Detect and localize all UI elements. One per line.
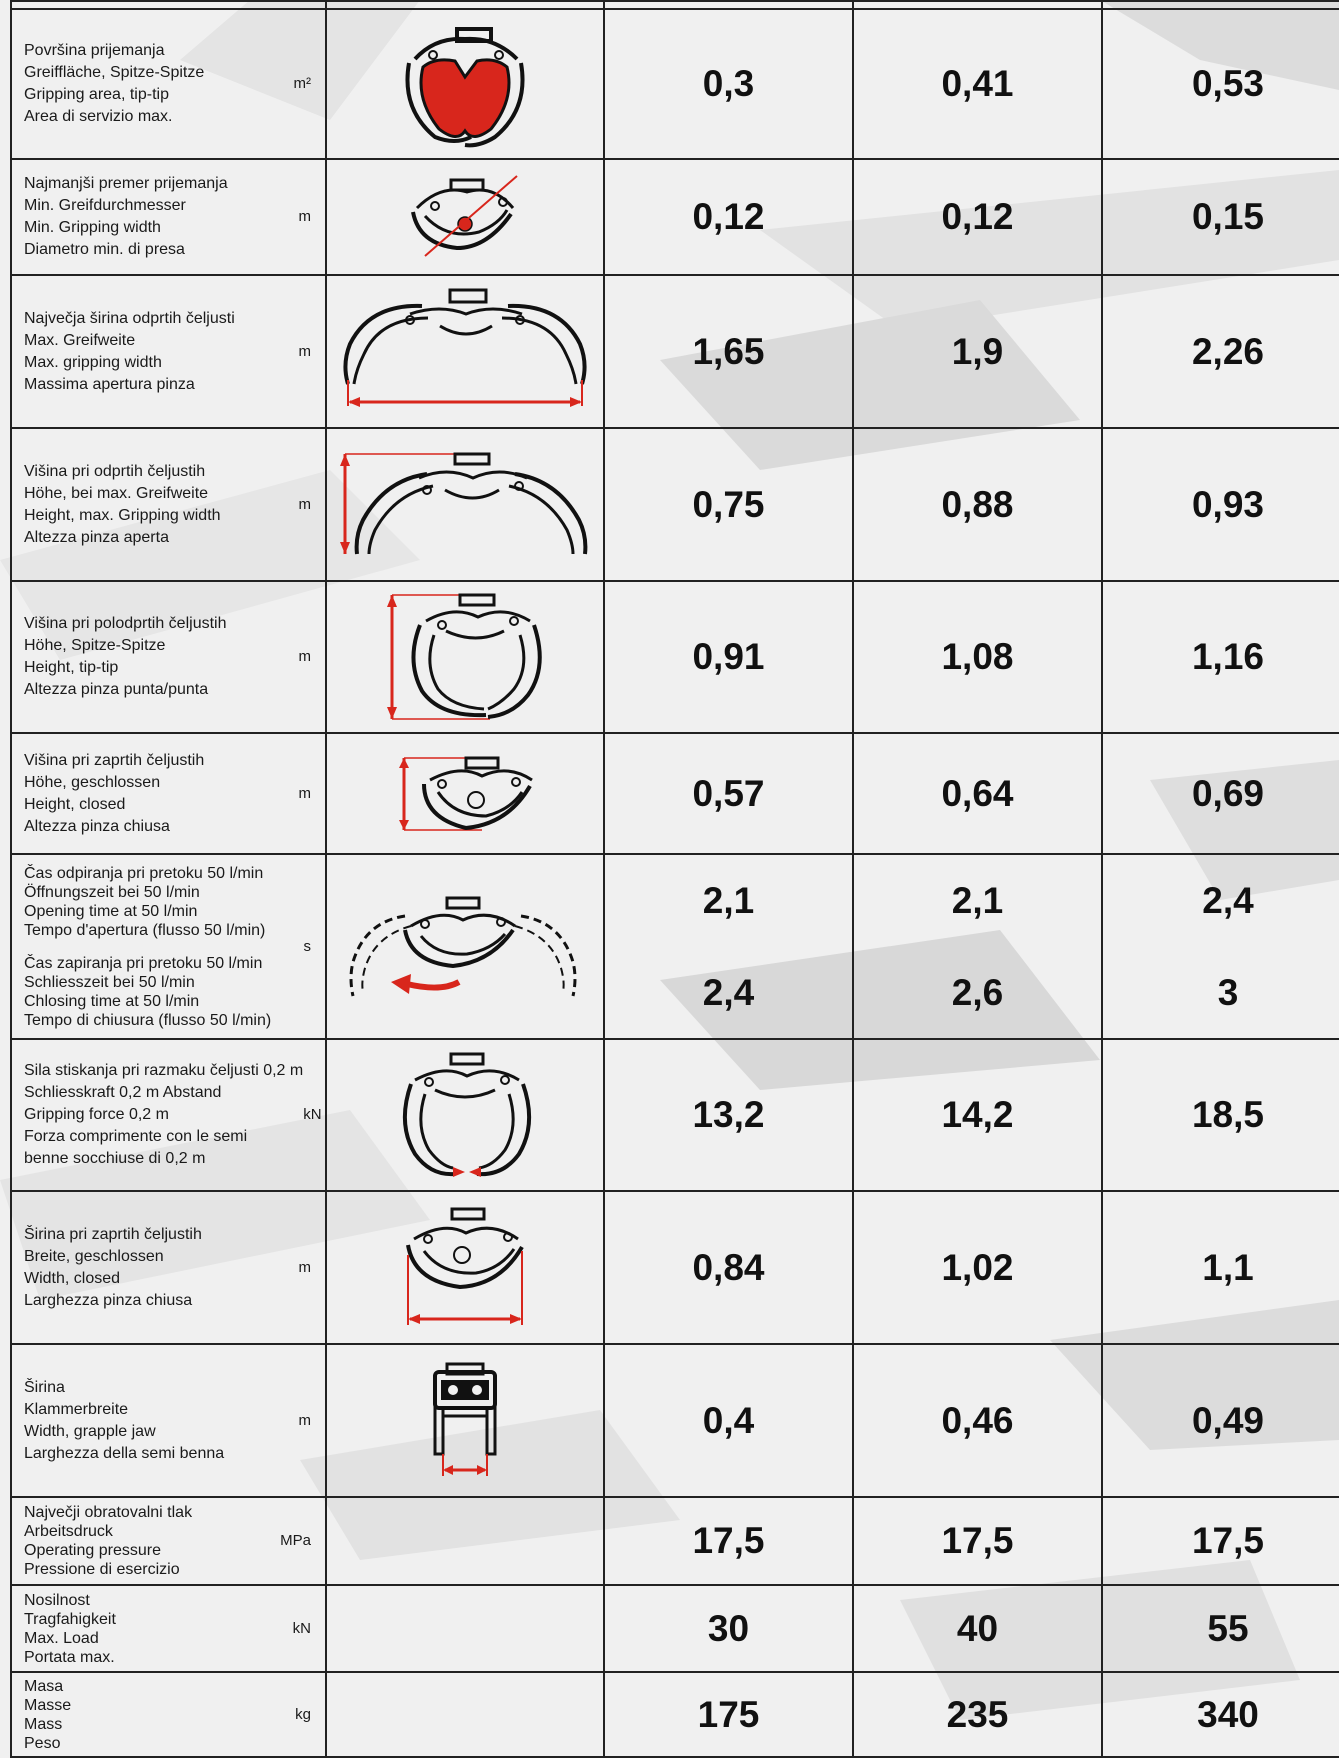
label-line: Altezza pinza punta/punta (24, 681, 209, 698)
label-line: Width, closed (24, 1269, 121, 1287)
label-line: Največji obratovalni tlak (24, 1504, 193, 1521)
table-row-max-load (11, 1585, 1339, 1672)
label-line: Gripping force 0,2 m (24, 1106, 169, 1123)
label-line: Opening time at 50 l/min (24, 902, 198, 920)
value-cell: 17,5 (1102, 1497, 1339, 1585)
label-line: Diametro min. di presa (24, 241, 185, 258)
grapple-half-open-height-icon (380, 591, 550, 723)
value-cell: 340 (1102, 1672, 1339, 1757)
unit-label: m (298, 495, 311, 513)
label-line: Pressione di esercizio (24, 1561, 180, 1578)
value-cell: 3 (1217, 971, 1239, 1013)
table-row-open-height (11, 428, 1339, 581)
value-cell: 1,08 (853, 581, 1102, 733)
table-row-min-diameter (11, 159, 1339, 275)
value-cell: 18,5 (1102, 1039, 1339, 1191)
value-cell: 30 (604, 1585, 853, 1672)
value-cell: 2,4 (702, 971, 755, 1013)
label-line: Čas zapiranja pri pretoku 50 l/min (24, 954, 263, 972)
value-cell: 0,93 (1102, 428, 1339, 581)
grapple-gripping-area-icon (395, 19, 535, 149)
unit-label: kg (295, 1705, 311, 1723)
value-cell: 0,15 (1102, 159, 1339, 275)
unit-label: m (298, 1411, 311, 1429)
label-line: Greiffläche, Spitze-Spitze (24, 64, 205, 81)
label-line: Največja širina odprtih čeljusti (24, 309, 235, 327)
table-row-half-open-height (11, 581, 1339, 733)
value-cell: 0,84 (604, 1191, 853, 1344)
label-line: Arbeitsdruck (24, 1523, 113, 1540)
label-line: Height, max. Gripping width (24, 506, 221, 524)
table-row-operating-pressure (11, 1497, 1339, 1585)
label-line: Tragfahigkeit (24, 1610, 116, 1628)
value-cell: 1,02 (853, 1191, 1102, 1344)
value-cell: 2,6 (951, 971, 1004, 1013)
value-cell: 17,5 (853, 1497, 1102, 1585)
unit-label: m (298, 208, 311, 225)
value-cell: 0,41 (853, 9, 1102, 159)
value-cell: 0,46 (853, 1344, 1102, 1497)
label-line: benne socchiuse di 0,2 m (24, 1150, 206, 1167)
value-cell: 2,1 (951, 879, 1004, 921)
label-line: Höhe, Spitze-Spitze (24, 637, 166, 654)
table-row-max-width (11, 275, 1339, 428)
label-line: Höhe, geschlossen (24, 773, 161, 791)
value-cell: 0,53 (1102, 9, 1339, 159)
unit-label: m (298, 648, 311, 665)
label-line: Širina pri zaprtih čeljustih (24, 1225, 202, 1243)
label-line: Površina prijemanja (24, 42, 165, 59)
grapple-max-width-icon (340, 284, 590, 419)
value-cell: 1,65 (604, 275, 853, 428)
value-cell: 1,1 (1102, 1191, 1339, 1344)
label-line: Čas odpiranja pri pretoku 50 l/min (24, 864, 264, 882)
label-line: Operating pressure (24, 1542, 161, 1559)
table-row-closed-width (11, 1191, 1339, 1344)
value-cell: 40 (853, 1585, 1102, 1672)
table-row-gripping-area (11, 9, 1339, 159)
label-line: Višina pri polodprtih čeljustih (24, 615, 227, 632)
value-cell: 55 (1102, 1585, 1339, 1672)
label-line: Höhe, bei max. Greifweite (24, 484, 209, 502)
label-line: Larghezza della semi benna (24, 1444, 225, 1462)
label-line: Altezza pinza chiusa (24, 817, 170, 835)
label-line: Height, tip-tip (24, 659, 119, 676)
label-line: Larghezza pinza chiusa (24, 1291, 193, 1309)
label-line: Sila stiskanja pri razmaku čeljusti 0,2 m (24, 1062, 304, 1079)
label-line: Gripping area, tip-tip (24, 86, 169, 103)
table-row-top-stub (11, 1, 1339, 9)
value-cell: 0,3 (604, 9, 853, 159)
grapple-jaw-width-icon (425, 1358, 505, 1483)
value-cell: 1,9 (853, 275, 1102, 428)
grapple-closed-height-icon (390, 754, 540, 834)
value-cell: 13,2 (604, 1039, 853, 1191)
label-line: Mass (24, 1715, 63, 1733)
label-line: Max. gripping width (24, 353, 162, 371)
label-line: Širina (24, 1378, 65, 1396)
specification-table (10, 0, 1339, 1758)
value-cell: 0,49 (1102, 1344, 1339, 1497)
value-cell: 2,1 (702, 879, 755, 921)
grapple-min-diameter-icon (395, 172, 535, 262)
row-label (11, 9, 326, 159)
value-cell: 0,69 (1102, 733, 1339, 854)
label-line: Breite, geschlossen (24, 1247, 164, 1265)
value-cell: 0,88 (853, 428, 1102, 581)
label-line: Višina pri zaprtih čeljustih (24, 751, 205, 769)
label-line: Min. Gripping width (24, 219, 161, 236)
label-line: Forza comprimente con le semi (24, 1128, 248, 1145)
table-row-opening-closing-time (11, 854, 1339, 1039)
label-line: Tempo d'apertura (flusso 50 l/min) (24, 921, 266, 939)
value-cell: 175 (604, 1672, 853, 1757)
unit-label: kN (292, 1619, 311, 1637)
label-line: Višina pri odprtih čeljustih (24, 462, 206, 480)
unit-label: s (303, 937, 311, 955)
value-cell: 0,12 (604, 159, 853, 275)
label-line: Najmanjši premer prijemanja (24, 175, 228, 192)
value-cell: 0,4 (604, 1344, 853, 1497)
label-line: Masa (24, 1677, 64, 1695)
value-cell: 0,75 (604, 428, 853, 581)
unit-label: MPa (280, 1532, 311, 1549)
label-line: Height, closed (24, 795, 126, 813)
value-cell: 14,2 (853, 1039, 1102, 1191)
value-cell: 2,4 (1202, 879, 1254, 921)
value-cell: 1,16 (1102, 581, 1339, 733)
label-line: Massima apertura pinza (24, 375, 195, 393)
label-line: Schliesskraft 0,2 m Abstand (24, 1084, 222, 1101)
value-cell: 17,5 (604, 1497, 853, 1585)
label-line: Schliesszeit bei 50 l/min (24, 973, 195, 991)
value-cell: 0,12 (853, 159, 1102, 275)
value-cell: 0,57 (604, 733, 853, 854)
value-cell: 2,26 (1102, 275, 1339, 428)
value-cell: 235 (853, 1672, 1102, 1757)
label-line: Öffnungszeit bei 50 l/min (24, 883, 200, 901)
label-line: Chlosing time at 50 l/min (24, 992, 200, 1010)
unit-label: m (298, 1258, 311, 1276)
value-cell: 0,64 (853, 733, 1102, 854)
unit-label: m (298, 784, 311, 802)
unit-label: m (298, 342, 311, 360)
grapple-gripping-force-icon (395, 1048, 535, 1183)
label-line: Max. Load (24, 1629, 99, 1647)
label-line: Tempo di chiusura (flusso 50 l/min) (24, 1011, 272, 1029)
grapple-closed-width-icon (400, 1205, 530, 1330)
table-row-jaw-width (11, 1344, 1339, 1497)
label-line: Portata max. (24, 1648, 115, 1666)
label-line: Max. Greifweite (24, 331, 136, 349)
label-line: Peso (24, 1734, 61, 1752)
unit-label: m² (293, 75, 311, 92)
label-line: Klammerbreite (24, 1400, 129, 1418)
label-line: Altezza pinza aperta (24, 528, 169, 546)
label-line: Masse (24, 1696, 72, 1714)
value-cell: 0,91 (604, 581, 853, 733)
label-line: Area di servizio max. (24, 108, 173, 125)
table-row-closed-height (11, 733, 1339, 854)
grapple-open-height-icon (335, 450, 595, 560)
label-line: Width, grapple jaw (24, 1422, 156, 1440)
unit-label: kN (303, 1106, 322, 1123)
label-line: Nosilnost (24, 1591, 90, 1609)
table-row-gripping-force (11, 1039, 1339, 1191)
label-line: Min. Greifdurchmesser (24, 197, 186, 214)
grapple-opening-closing-time-icon (345, 892, 585, 1002)
table-row-mass (11, 1672, 1339, 1757)
